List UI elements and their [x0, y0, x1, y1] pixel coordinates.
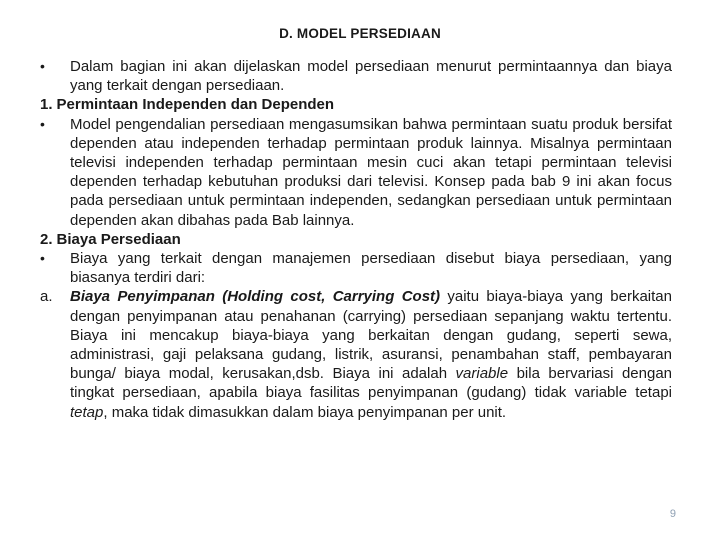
bullet-intro — [40, 57, 672, 95]
list-item-a-text-2: bila bervariasi dengan tingkat persediaan, apabila biaya fasilitas penyimpanan (gudang) tidak variable tetapi — [70, 365, 672, 402]
tetap-term: tetap — [70, 403, 104, 421]
bullet-marker: • — [40, 250, 45, 267]
list-item-a-marker: a. — [40, 288, 53, 306]
page-number: 9 — [669, 508, 676, 520]
section-heading-1 — [40, 95, 672, 114]
section-heading-2 — [40, 230, 672, 249]
section-heading-1-number: 1. — [40, 96, 53, 114]
slide-title: D. MODEL PERSEDIAAN — [279, 26, 441, 41]
list-item-a-text-1: yaitu biaya-biaya yang berkaitan dengan penyimpanan atau penahanan (carrying) persediaan sepanjang waktu tertentu. Biaya ini mencakup biaya-biaya yang berkaitan dengan gudang, seperti sewa, administrasi, gaji pelaksana gudang, listrik, asuransi, penambahan staff, pembayaran bunga/ biaya modal, kerusakan,dsb. Biaya ini adalah — [70, 288, 672, 383]
bullet-demand-text: Model pengendalian persediaan mengasumsikan bahwa permintaan suatu produk bersifat dependen atau independen terhadap permintaan produk lainnya. Misalnya permintaan televisi independen terhadap permintaan mesin cuci akan tetapi permintaan televisi dependen terhadap kebutuhan produksi dari televisi. Konsep pada bab 9 ini akan focus pada persediaan untuk permintaan independen, sedangkan persediaan untuk permintaan dependen akan dibahas pada Bab lainnya. — [70, 115, 672, 229]
list-item-a — [40, 287, 672, 421]
section-heading-1-text: Permintaan Independen dan Dependen — [56, 96, 335, 114]
section-heading-2-number: 2. — [40, 230, 53, 248]
list-item-a-text-3: , maka tidak dimasukkan dalam biaya penyimpanan per unit. — [103, 403, 507, 421]
bullet-cost — [40, 249, 672, 287]
variable-term: variable — [455, 365, 509, 383]
slide-body — [40, 57, 672, 422]
bullet-marker: • — [40, 115, 45, 132]
bullet-cost-text: Biaya yang terkait dengan manajemen persediaan disebut biaya persediaan, yang biasanya terdiri dari: — [70, 250, 672, 287]
section-heading-2-text: Biaya Persediaan — [56, 230, 181, 248]
bullet-intro-text: Dalam bagian ini akan dijelaskan model persediaan menurut permintaannya dan biaya yang terkait dengan persediaan. — [70, 58, 672, 95]
bullet-demand — [40, 115, 672, 230]
holding-cost-term: Biaya Penyimpanan (Holding cost, Carrying Cost) — [70, 288, 441, 306]
bullet-marker: • — [40, 58, 45, 74]
